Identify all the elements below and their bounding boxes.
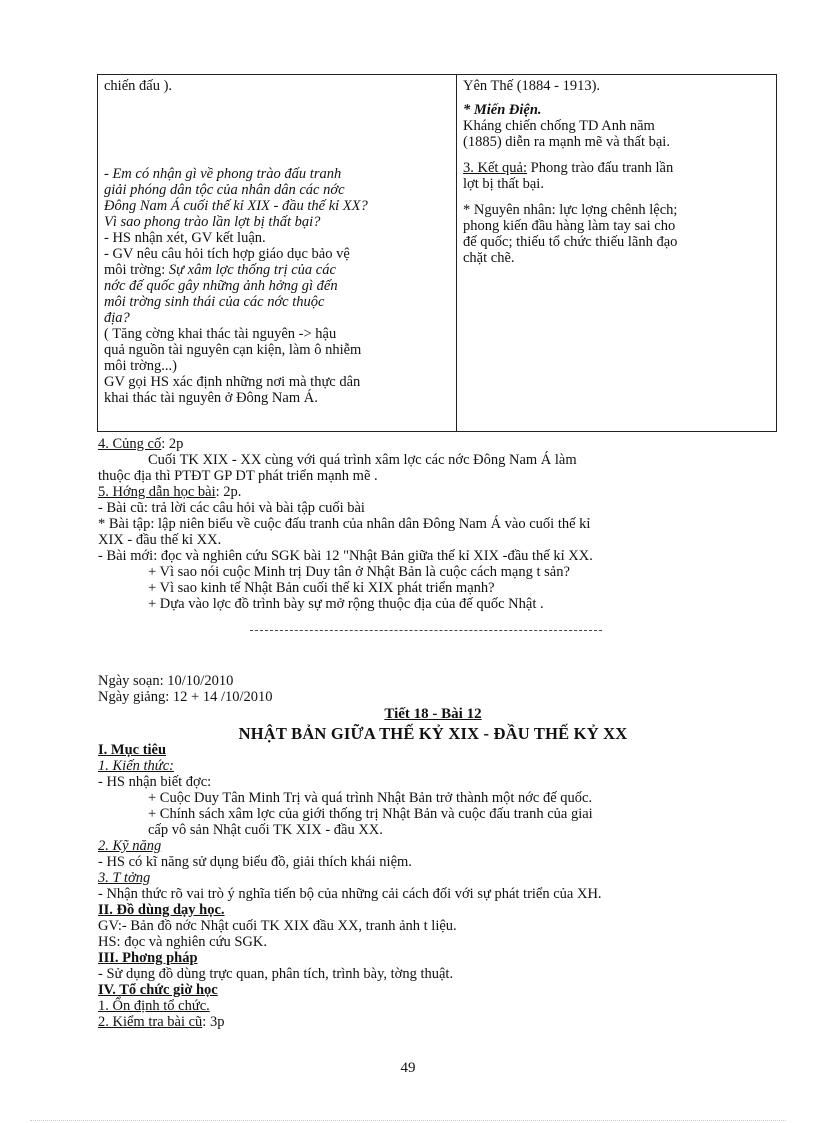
lesson-title: NHẬT BẢN GIỮA THẾ KỶ XIX - ĐẦU THẾ KỶ XX (238, 724, 628, 743)
emphasis-span: Sự xâm lợc thống trị của các (165, 262, 336, 278)
text-line: môi trờng sinh thái của các nớc thuộc (104, 294, 325, 310)
text-line: môi trờng...) (104, 358, 177, 374)
text-line: GV:- Bản đồ nớc Nhật cuối TK XIX đầu XX, tranh ảnh t liệu. (98, 918, 457, 934)
text-line: - GV nêu câu hỏi tích hợp giáo dục bảo vệ (104, 246, 350, 262)
lesson-body (98, 742, 788, 1030)
text-line: 1. Ổn định tổ chức. (98, 998, 210, 1014)
text-line: đế quốc; thiếu tổ chức thiếu lãnh đạo (463, 234, 678, 250)
text-line: (1885) diễn ra mạnh mẽ và thất bại. (463, 134, 670, 150)
text-line: + Chính sách xâm lợc của giới thống trị Nhật Bản và cuộc đấu tranh của giai (148, 806, 593, 822)
text-line: Kháng chiến chống TD Anh năm (463, 118, 655, 134)
text-line: thuộc địa thì PTĐT GP DT phát triển mạnh mẽ . (98, 468, 378, 484)
text-line: phong kiến đầu hàng làm tay sai cho (463, 218, 676, 234)
text-line: * Bài tập: lập niên biểu về cuộc đấu tranh của nhân dân Đông Nam Á vào cuối thế kỉ (98, 516, 591, 532)
emphasis-span: 3. Kết quả: (463, 160, 528, 176)
text-line: IV. Tổ chức giờ học (98, 982, 218, 998)
text-line: I. Mục tiêu (98, 742, 167, 758)
emphasis-span: 5. Hớng dẫn học bài (98, 484, 216, 500)
text-line: 3. Kết quả: Phong trào đấu tranh lần (463, 160, 674, 176)
text-line: 2. Kỹ năng (98, 838, 162, 854)
text-line: Cuối TK XIX - XX cùng với quá trình xâm lợc các nớc Đông Nam Á làm (148, 452, 577, 468)
text-line: cấp vô sản Nhật cuối TK XIX - đầu XX. (148, 822, 383, 838)
text-line: chiến đấu ). (104, 78, 173, 94)
text-line: khai thác tài nguyên ở Đông Nam Á. (104, 390, 318, 406)
date-prepared: Ngày soạn: 10/10/2010 (98, 673, 234, 689)
text-line: III. Phơng pháp (98, 950, 198, 966)
lesson-number: Tiết 18 - Bài 12 (384, 706, 482, 722)
text-line: - Nhận thức rõ vai trò ý nghĩa tiến bộ của những cải cách đối với sự phát triển của XH. (98, 886, 602, 902)
text-line: - Sử dụng đồ dùng trực quan, phân tích, trình bày, tờng thuật. (98, 966, 454, 982)
text-line: 2. Kiểm tra bài cũ: 3p (98, 1014, 225, 1030)
text-line: 5. Hớng dẫn học bài: 2p. (98, 484, 242, 500)
text-line: - HS nhận biết đợc: (98, 774, 212, 790)
text-line: - HS nhận xét, GV kết luận. (104, 230, 266, 246)
text-line: + Dựa vào lợc đồ trình bày sự mở rộng thuộc địa của đế quốc Nhật . (148, 596, 544, 612)
text-line: + Vì sao kinh tế Nhật Bản cuối thế kỉ XIX phát triển mạnh? (148, 580, 495, 596)
lesson-table (97, 74, 777, 432)
text-line: nớc đế quốc gây những ảnh hởng gì đến (104, 278, 338, 294)
text-line: * Miến Điện. (463, 102, 542, 118)
emphasis-span: môi trờng: (104, 262, 166, 278)
emphasis-span: 4. Củng cố (98, 436, 162, 452)
consolidation-section (98, 436, 788, 612)
text-line: - Bài mới: đọc và nghiên cứu SGK bài 12 "Nhật Bản giữa thế kỉ XIX -đầu thế kỉ XX. (98, 548, 593, 564)
text-line: quả nguồn tài nguyên cạn kiện, làm ô nhiễm (104, 342, 362, 358)
text-line: địa? (104, 310, 130, 326)
text-line: II. Đồ dùng dạy học. (98, 902, 225, 918)
text-line: chặt chẽ. (463, 250, 515, 266)
text-line: Đông Nam Á cuối thế kỉ XIX - đầu thế kỉ XX? (104, 198, 368, 214)
text-line: + Vì sao nói cuộc Minh trị Duy tân ở Nhật Bản là cuộc cách mạng t sản? (148, 564, 570, 580)
section-divider (250, 630, 602, 631)
text-line: - Em có nhận gì về phong trào đấu tranh (104, 166, 342, 182)
text-line: HS: đọc và nghiên cứu SGK. (98, 934, 267, 950)
text-line: 3. T tởng (98, 870, 151, 886)
text-line: ( Tăng cờng khai thác tài nguyên -> hậu (104, 326, 337, 342)
page-number: 49 (400, 1060, 416, 1076)
text-line: * Nguyên nhân: lực lợng chênh lệch; (463, 202, 678, 218)
table-col-content (457, 75, 776, 431)
text-line: XIX - đầu thế kỉ XX. (98, 532, 222, 548)
text-line: 4. Củng cố: 2p (98, 436, 184, 452)
text-line: GV gọi HS xác định những nơi mà thực dân (104, 374, 361, 390)
text-line: - HS có kĩ năng sử dụng biểu đồ, giải thích khái niệm. (98, 854, 412, 870)
text-line: - Bài cũ: trả lời các câu hỏi và bài tập cuối bài (98, 500, 365, 516)
text-line: 1. Kiến thức: (98, 758, 174, 774)
lesson-dates (98, 673, 788, 705)
date-teaching: Ngày giảng: 12 + 14 /10/2010 (98, 689, 273, 705)
text-line: lợt bị thất bại. (463, 176, 544, 192)
table-col-activities (98, 75, 457, 431)
text-line (104, 262, 450, 278)
text-line: Yên Thế (1884 - 1913). (463, 78, 601, 94)
emphasis-span: 2. Kiểm tra bài cũ (98, 1014, 203, 1030)
text-line: + Cuộc Duy Tân Minh Trị và quá trình Nhật Bản trở thành một nớc đế quốc. (148, 790, 593, 806)
text-line: Vì sao phong trào lần lợt bị thất bại? (104, 214, 321, 230)
text-line: giải phóng dân tộc của nhân dân các nớc (104, 182, 345, 198)
footer-rule (30, 1120, 786, 1121)
